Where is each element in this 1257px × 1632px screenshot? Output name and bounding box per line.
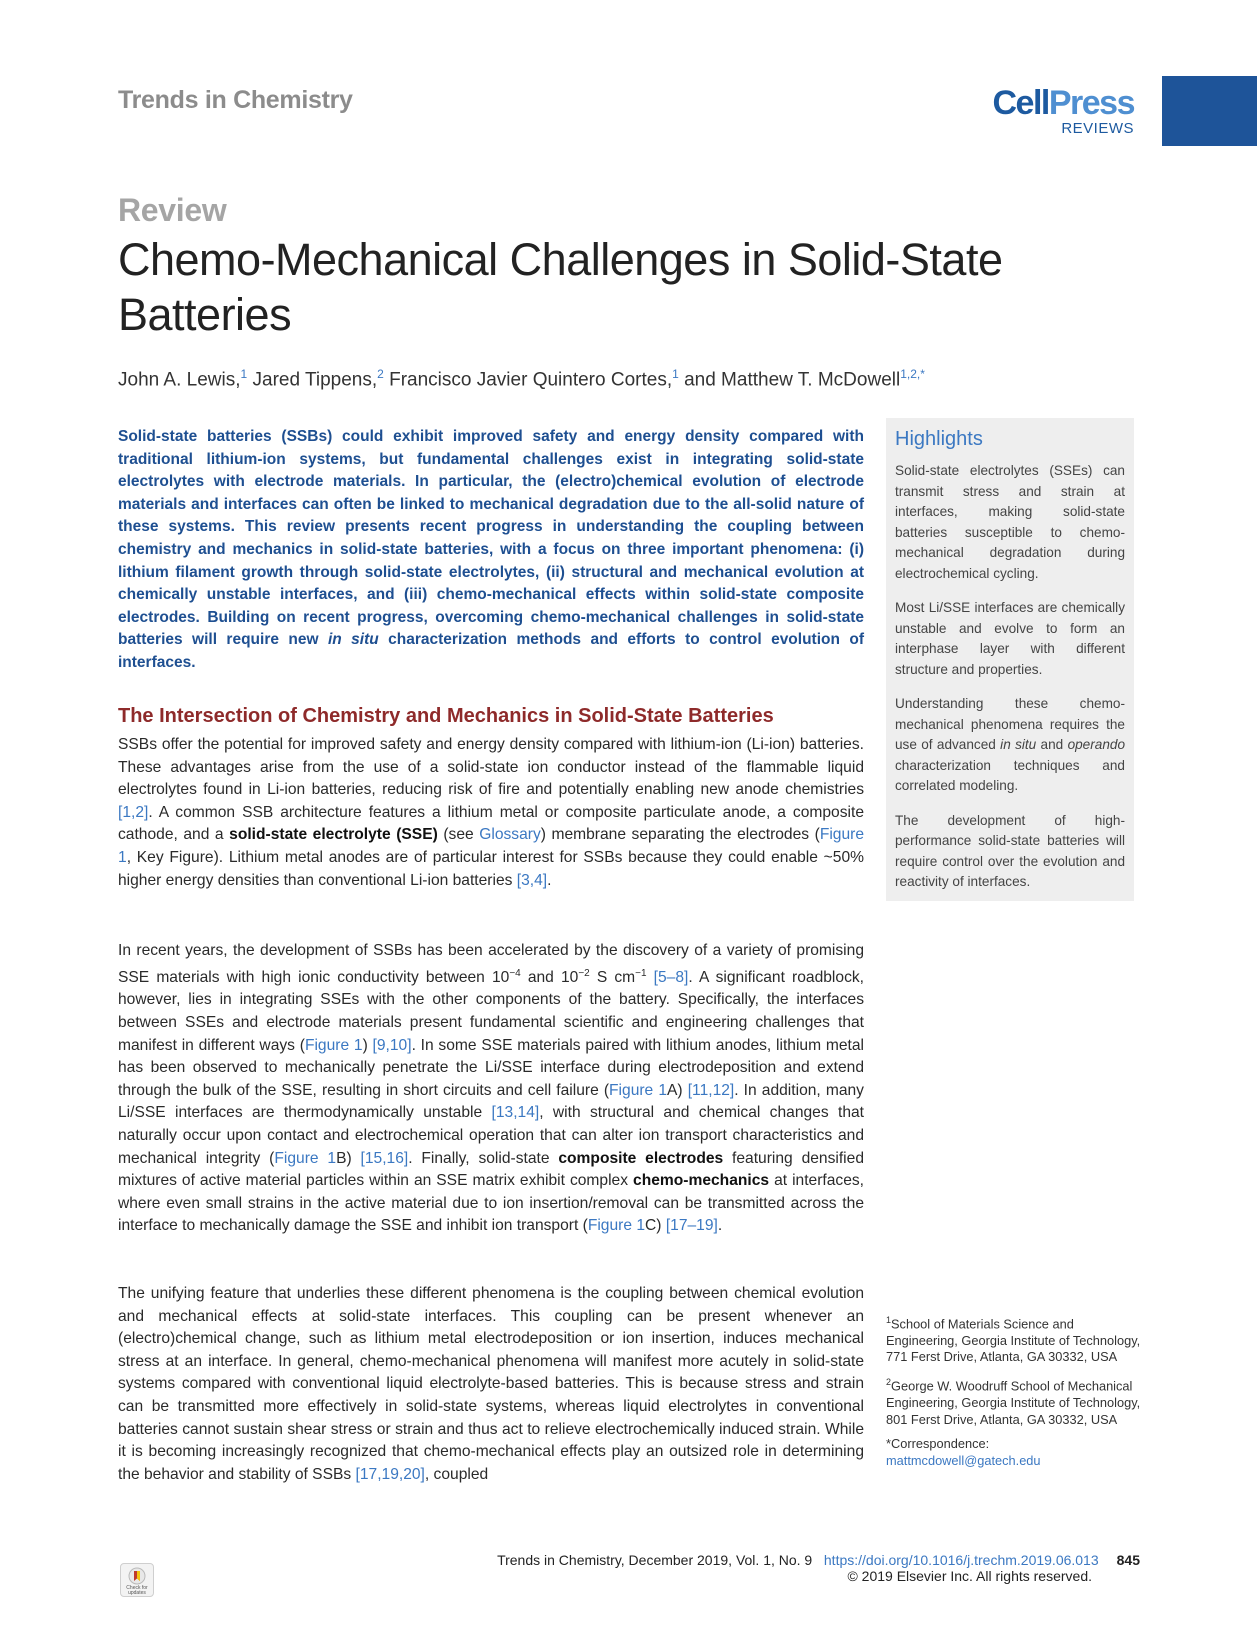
abstract-italic: in situ — [327, 631, 379, 649]
highlight-text: characterization techniques and correlated modeling. — [895, 757, 1125, 793]
affiliation-2 — [886, 1374, 1141, 1428]
glossary-term: composite electrodes — [558, 1149, 724, 1167]
exponent: −1 — [635, 967, 647, 979]
affiliation-sup: 1 — [886, 1315, 892, 1325]
text: . Finally, solid-state — [408, 1149, 559, 1167]
text: ) — [362, 1036, 373, 1054]
brand-color-block — [1162, 76, 1257, 146]
text: . — [717, 1217, 723, 1235]
citation-link[interactable]: [11,12] — [687, 1081, 735, 1099]
author-affil-sup[interactable]: 2 — [377, 367, 384, 381]
text: SSBs offer the potential for improved safety and energy density compared with lithium-ion (Li-ion) batteries. These advantages arise from the use of a solid-state ion conductor instead of the flammable liquid electrolytes found in Li-ion batteries, reducing risk of fire and potentially enabling new anode chemistries — [118, 736, 864, 799]
affiliation-1 — [886, 1312, 1141, 1366]
glossary-term: chemo-mechanics — [633, 1172, 770, 1190]
affiliation-text: School of Materials Science and Engineering, Georgia Institute of Technology, 771 Ferst Drive, Atlanta, GA 30332, USA — [886, 1316, 1141, 1365]
highlight-item: Solid-state electrolytes (SSEs) can transmit stress and strain at interfaces, making solid-state batteries susceptible to chemo-mechanical degradation during electrochemical cycling. — [895, 463, 1125, 581]
text: , Key Figure). Lithium metal anodes are of particular interest for SSBs because they could enable ~50% higher energy densities than conventional Li-ion batteries — [118, 848, 864, 889]
author-affil-sup[interactable]: 1 — [240, 367, 248, 381]
author-name[interactable]: Jared Tippens, — [252, 369, 378, 391]
figure-link[interactable]: Figure 1 — [609, 1081, 668, 1099]
citation-link[interactable]: [13,14] — [491, 1104, 540, 1122]
citation-link[interactable]: [17,19,20] — [355, 1465, 425, 1483]
text: C) — [645, 1217, 666, 1235]
text: and 10 — [520, 968, 579, 986]
citation-link[interactable]: [5–8] — [653, 968, 689, 986]
check-for-updates-badge[interactable] — [120, 1563, 154, 1597]
text: at interfaces, where even small strains in the active material due to ion insertion/removal can be transmitted across the interface to mechanically damage the SSE and inhibit ion transport ( — [118, 1172, 865, 1235]
badge-label: Check for updates — [126, 1585, 148, 1596]
highlight-item: Most Li/SSE interfaces are chemically unstable and evolve to form an interphase layer with different structure and properties. — [895, 600, 1125, 677]
cellpress-logo[interactable] — [984, 86, 1134, 137]
text: . In addition, many Li/SSE interfaces are thermodynamically unstable — [118, 1081, 864, 1122]
figure-link[interactable]: Figure 1 — [587, 1217, 646, 1235]
highlight-text: Understanding these chemo-mechanical phenomena requires the use of advanced — [895, 696, 1125, 752]
email-link[interactable]: mattmcdowell@gatech.edu — [886, 1452, 1041, 1468]
citation-info: Trends in Chemistry, December 2019, Vol. 1, No. 9 — [497, 1552, 813, 1568]
author-name[interactable]: and Matthew T. McDowell — [684, 369, 901, 391]
author-affil-sup[interactable]: 1,2,* — [900, 367, 925, 381]
text: A) — [667, 1081, 688, 1099]
citation-link[interactable]: [9,10] — [372, 1036, 412, 1054]
affiliations — [886, 1312, 1141, 1477]
logo-cell: Cell — [992, 84, 1049, 122]
affiliation-text: George W. Woodruff School of Mechanical Engineering, Georgia Institute of Technology, 801 Ferst Drive, Atlanta, GA 30332, USA — [886, 1378, 1141, 1427]
body-paragraph-2 — [118, 940, 864, 1238]
text: (see — [437, 826, 480, 844]
author-name[interactable]: Francisco Javier Quintero Cortes, — [389, 369, 673, 391]
text: In recent years, the development of SSBs has been accelerated by the discovery of a variety of promising SSE materials with high ionic conductivity between 10 — [118, 942, 864, 986]
logo-reviews: REVIEWS — [1061, 120, 1134, 137]
citation-link[interactable]: [1,2] — [118, 803, 149, 821]
article-type: Review — [118, 192, 227, 228]
text: S cm — [589, 968, 636, 986]
body-paragraph-3 — [118, 1283, 864, 1486]
logo-press: Press — [1048, 84, 1134, 122]
text: . A common SSB architecture features a lithium metal or composite particulate anode, a composite cathode, and a — [118, 803, 864, 844]
glossary-term: solid-state electrolyte (SSE) — [229, 826, 438, 844]
bookmark-icon — [128, 1567, 146, 1585]
author-name[interactable]: John A. Lewis, — [118, 369, 241, 391]
text: . In some SSE materials paired with lithium anodes, lithium metal has been observed to mechanically penetrate the Li/SSE interface during electrodeposition and extend through the bulk of the SSE, resulting in short circuits and cell failure ( — [118, 1036, 864, 1099]
highlights-title: Highlights — [895, 428, 983, 450]
text: B) — [336, 1149, 361, 1167]
figure-link[interactable]: Figure 1 — [304, 1036, 363, 1054]
doi-link[interactable]: https://doi.org/10.1016/j.trechm.2019.06.013 — [823, 1552, 1099, 1568]
citation-link[interactable]: [3,4] — [516, 871, 548, 889]
author-affil-sup[interactable]: 1 — [672, 367, 679, 381]
highlight-item: The development of high-performance solid-state batteries will require control over the evolution and reactivity of interfaces. — [895, 812, 1125, 889]
correspondence — [886, 1436, 1141, 1469]
figure-link[interactable]: Figure 1 — [118, 826, 865, 866]
text: ) membrane separating the electrodes ( — [540, 826, 820, 844]
highlights-box — [886, 418, 1134, 901]
figure-link[interactable]: Figure 1 — [274, 1149, 337, 1167]
exponent: −4 — [509, 967, 521, 979]
text: , coupled — [424, 1465, 489, 1483]
abstract — [118, 426, 864, 675]
copyright: © 2019 Elsevier Inc. All rights reserved. — [847, 1568, 1092, 1584]
highlight-italic: operando — [1067, 737, 1126, 752]
highlight-text: and — [1036, 737, 1068, 752]
glossary-link[interactable]: Glossary — [479, 826, 541, 844]
text: , with structural and chemical changes that naturally occur upon contact and electrochemical operation that can alter ion transport characteristics and mechanical integrity ( — [118, 1104, 864, 1167]
highlight-item — [895, 694, 1125, 797]
page-footer — [430, 1552, 1140, 1584]
citation-link[interactable]: [17–19] — [665, 1217, 718, 1235]
text — [647, 969, 654, 986]
author-list — [118, 367, 925, 391]
text: . — [547, 871, 552, 889]
abstract-text: Solid-state batteries (SSBs) could exhibit improved safety and energy density compared with traditional lithium-ion systems, but fundamental challenges exist in integrating solid-state electrolytes with electrode materials. In particular, the (electro)chemical evolution of electrode materials and interfaces can often be linked to mechanical degradation due to the all-solid nature of these systems. This review presents recent progress in understanding the coupling between chemistry and mechanics in solid-state batteries, with a focus on three important phenomena: (i) lithium filament growth through solid-state electrolytes, (ii) structural and mechanical evolution at chemically unstable interfaces, and (iii) chemo-mechanical effects within solid-state composite electrodes. Building on recent progress, overcoming chemo-mechanical challenges in solid-state batteries will require new — [118, 428, 864, 649]
text: The unifying feature that underlies these different phenomena is the coupling between chemical evolution and mechanical effects at solid-state interfaces. This coupling can be present whenever an (electro)chemical change, such as lithium metal electrodeposition or ion insertion, induces mechanical stress at an interface. In general, chemo-mechanical phenomena will manifest more acutely in solid-state systems compared with conventional liquid electrolyte-based batteries. This is because stress and strain can be transmitted more effectively in solid-state systems, whereas liquid electrolytes in conventional batteries cannot sustain shear stress or strain and thus act to relieve electrochemically induced strain. While it is becoming increasingly recognized that chemo-mechanical effects play an outsized role in determining the behavior and stability of SSBs — [118, 1285, 864, 1483]
affiliation-sup: 2 — [886, 1377, 892, 1388]
page-number: 845 — [1116, 1552, 1140, 1568]
text: featuring densified mixtures of active material particles within an SSE matrix exhibit complex — [118, 1149, 864, 1190]
section-heading: The Intersection of Chemistry and Mechanics in Solid-State Batteries — [118, 705, 774, 727]
exponent: −2 — [578, 967, 590, 979]
body-paragraph-1 — [118, 734, 864, 892]
journal-name: Trends in Chemistry — [118, 86, 353, 114]
correspondence-label: *Correspondence: — [886, 1436, 990, 1452]
abstract-text-end: characterization methods and efforts to control evolution of interfaces. — [118, 631, 865, 671]
citation-link[interactable]: [15,16] — [360, 1149, 409, 1167]
article-title: Chemo-Mechanical Challenges in Solid-State Batteries — [118, 234, 1003, 340]
highlight-italic: in situ — [1000, 737, 1037, 752]
text: . A significant roadblock, however, lies in integrating SSEs with the other components of the battery. Specifically, the interfaces between SSEs and electrode materials present fundamental scientific and engineering challenges that manifest in different ways ( — [118, 968, 864, 1054]
footer-line — [430, 1552, 1140, 1568]
